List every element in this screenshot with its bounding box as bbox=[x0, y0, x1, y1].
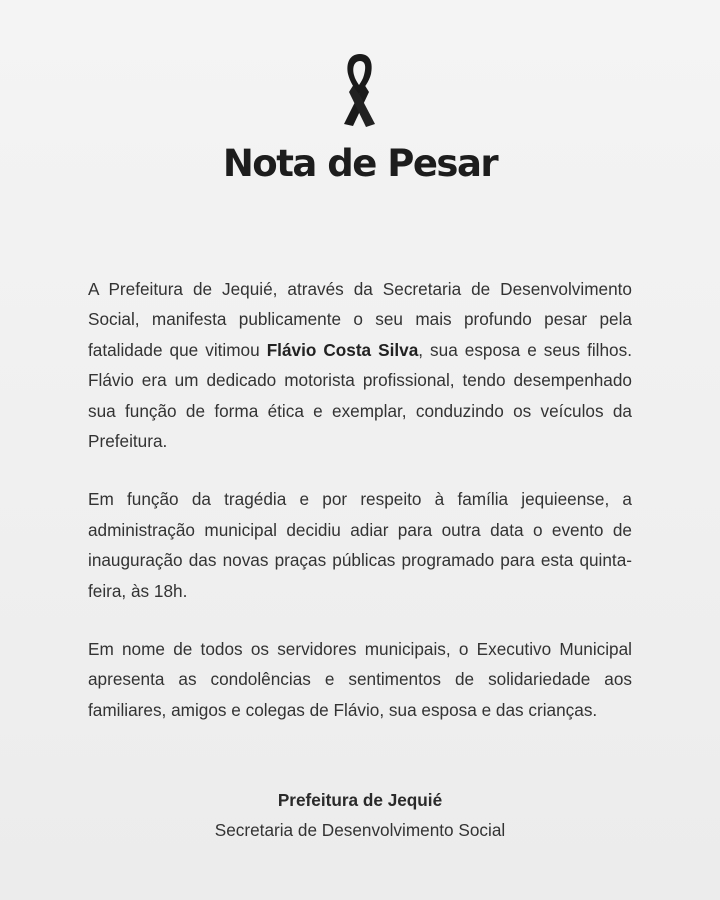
note-body bbox=[88, 274, 632, 753]
paragraph-condolences: Em nome de todos os servidores municipais, o Executivo Municipal apresenta as condolências e sentimentos de solidariedade aos familiares, amigos e colegas de Flávio, sua esposa e das crianças. bbox=[88, 639, 632, 720]
paragraph-intro-rest: , sua esposa e seus filhos. Flávio era um dedicado motorista profissional, tendo desempenhado sua função de forma ética e exemplar, conduzindo os veículos da Prefeitura. bbox=[88, 339, 632, 452]
deceased-name: Flávio Costa Silva bbox=[266, 339, 419, 360]
paragraph-event-postponed: Em função da tragédia e por respeito à família jequieense, a administração municipal decidiu adiar para outra data o evento de inauguração das novas praças públicas programado para esta quinta-feira, às 18h. bbox=[88, 489, 632, 601]
page-title: Nota de Pesar bbox=[222, 142, 498, 185]
signature-name: Prefeitura de Jequié bbox=[277, 790, 443, 810]
mourning-ribbon-icon bbox=[334, 50, 386, 130]
paragraph-intro bbox=[88, 274, 632, 456]
paragraph-intro-text: A Prefeitura de Jequié, através da Secretaria de Desenvolvimento Social, manifesta publicamente o seu mais profundo pesar pela fatalidade que vitimou bbox=[88, 279, 632, 360]
signature-block bbox=[0, 786, 720, 846]
signature-department: Secretaria de Desenvolvimento Social bbox=[214, 820, 506, 840]
